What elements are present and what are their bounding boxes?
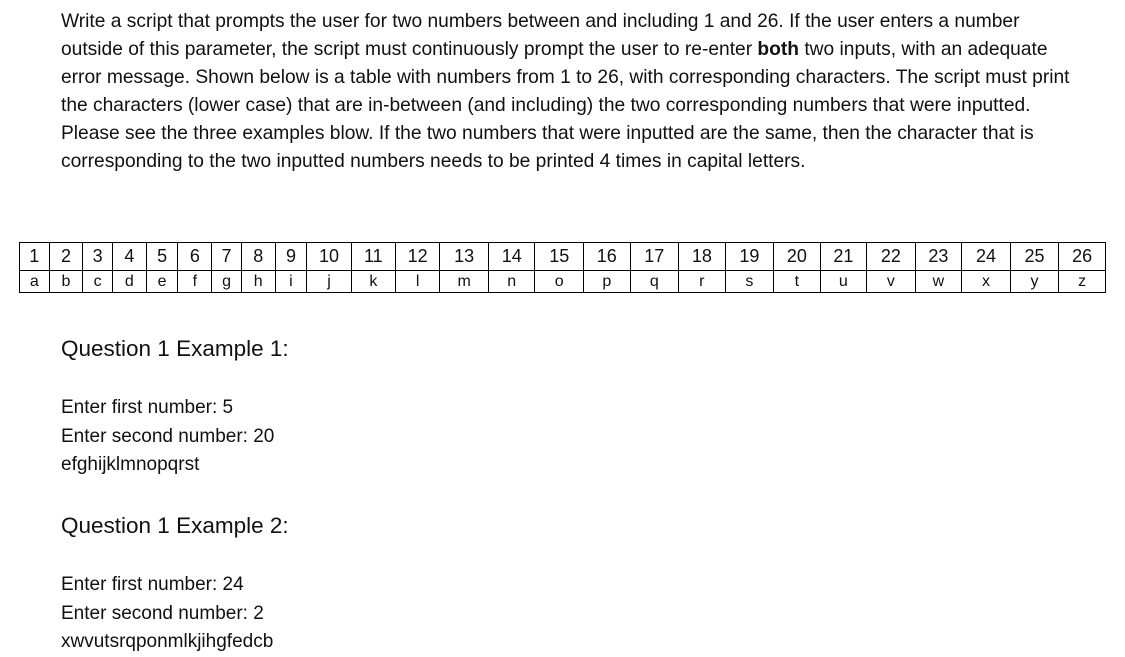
table-number-cell: 20 <box>774 243 820 271</box>
example-1-output <box>61 394 274 480</box>
table-number-cell: 2 <box>49 243 83 271</box>
example-2-title: Question 1 Example 2: <box>61 513 289 538</box>
table-number-cell: 19 <box>725 243 774 271</box>
number-letter-table <box>19 242 1106 293</box>
table-letter-cell: c <box>83 271 113 293</box>
table-number-cell: 5 <box>146 243 178 271</box>
table-letter-cell: r <box>679 271 725 293</box>
table-number-cell: 9 <box>275 243 307 271</box>
table-letter-cell: j <box>307 271 351 293</box>
table-letter-cell: z <box>1059 271 1106 293</box>
instructions-paragraph <box>61 8 1071 176</box>
table-number-cell: 7 <box>212 243 242 271</box>
table-number-cell: 14 <box>488 243 534 271</box>
table-letter-cell: y <box>1010 271 1059 293</box>
table-number-cell: 4 <box>112 243 146 271</box>
table-number-cell: 21 <box>820 243 866 271</box>
table-number-cell: 6 <box>178 243 212 271</box>
table-letter-cell: g <box>212 271 242 293</box>
table-letter-cell: n <box>488 271 534 293</box>
table-number-cell: 23 <box>915 243 961 271</box>
table-letter-cell: f <box>178 271 212 293</box>
table-letter-cell: x <box>962 271 1011 293</box>
table-letter-cell: m <box>440 271 489 293</box>
table-letter-cell: q <box>630 271 679 293</box>
table-letter-cell: o <box>535 271 584 293</box>
table-letter-cell: h <box>241 271 275 293</box>
numbers-row <box>20 243 1106 271</box>
table-number-cell: 3 <box>83 243 113 271</box>
example-1-line-second-number: Enter second number: 20 <box>61 425 275 447</box>
example-1-line-result: efghijklmnopqrst <box>61 454 200 475</box>
table-letter-cell: e <box>146 271 178 293</box>
table-letter-cell: w <box>915 271 961 293</box>
example-2-line-first-number: Enter first number: 24 <box>61 574 244 595</box>
table-letter-cell: p <box>584 271 630 293</box>
example-1-line-first-number: Enter first number: 5 <box>61 397 234 418</box>
table-number-cell: 1 <box>20 243 50 271</box>
table-number-cell: 24 <box>962 243 1011 271</box>
table-letter-cell: d <box>112 271 146 293</box>
table-letter-cell: i <box>275 271 307 293</box>
table-letter-cell: l <box>396 271 440 293</box>
example-2-output <box>61 571 273 657</box>
table-number-cell: 13 <box>440 243 489 271</box>
example-2-line-result: xwvutsrqponmlkjihgfedcb <box>61 631 274 652</box>
table-letter-cell: v <box>867 271 916 293</box>
table-letter-cell: a <box>20 271 50 293</box>
table-number-cell: 22 <box>867 243 916 271</box>
letters-row <box>20 271 1106 293</box>
table-number-cell: 18 <box>679 243 725 271</box>
example-1-title: Question 1 Example 1: <box>61 336 289 361</box>
table-letter-cell: b <box>49 271 83 293</box>
table-number-cell: 15 <box>535 243 584 271</box>
table-number-cell: 8 <box>241 243 275 271</box>
table-letter-cell: k <box>351 271 395 293</box>
table-number-cell: 25 <box>1010 243 1059 271</box>
instructions-bold-word: both <box>757 39 799 60</box>
table-number-cell: 26 <box>1059 243 1106 271</box>
table-number-cell: 11 <box>351 243 395 271</box>
instructions-text-2: two inputs, with an adequate error message. Shown below is a table with numbers from 1 to 26, with corresponding characters. The script must print the characters (lower case) that are in-between (and including) the two corresponding numbers that were inputted. Please see the three examples blow. If the two numbers that were inputted are the same, then the character that is corresponding to the two inputted numbers needs to be printed 4 times in capital letters. <box>61 39 1070 172</box>
table-number-cell: 12 <box>396 243 440 271</box>
instructions-text-1: Write a script that prompts the user for two numbers between and including 1 and 26. If the user enters a number outside of this parameter, the script must continuously prompt the user to re-enter <box>61 11 1020 60</box>
table-letter-cell: t <box>774 271 820 293</box>
table-letter-cell: u <box>820 271 866 293</box>
table-number-cell: 16 <box>584 243 630 271</box>
example-2-line-second-number: Enter second number: 2 <box>61 602 264 624</box>
table-number-cell: 17 <box>630 243 679 271</box>
table-number-cell: 10 <box>307 243 351 271</box>
table-letter-cell: s <box>725 271 774 293</box>
